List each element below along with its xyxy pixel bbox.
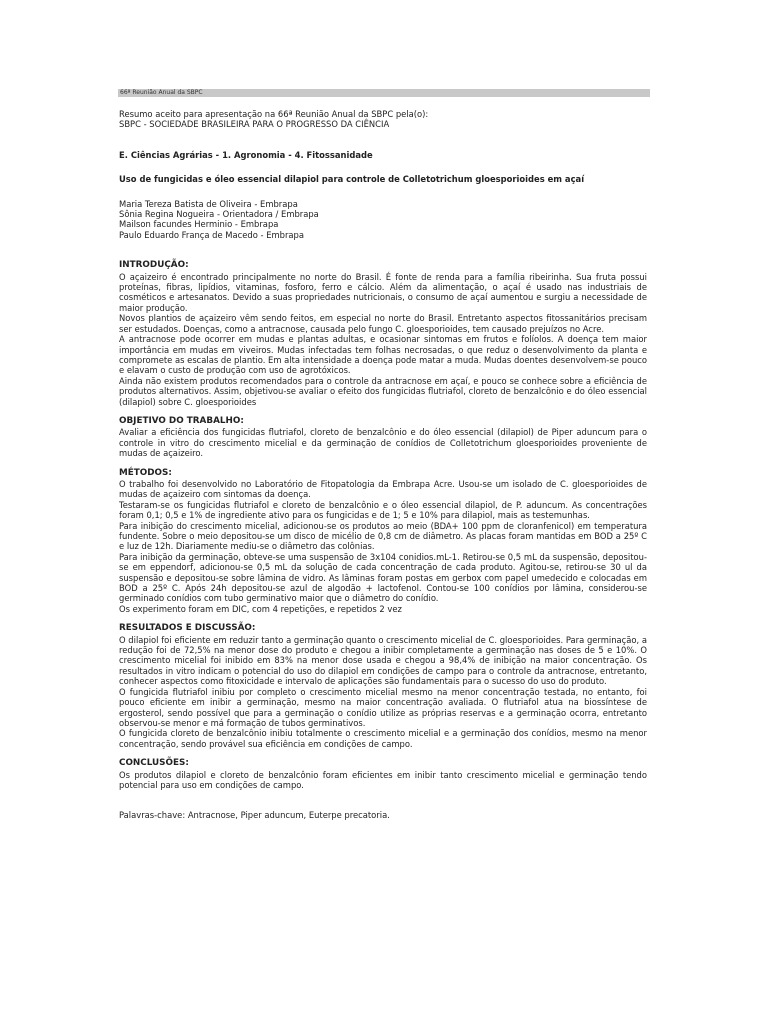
keywords: Palavras-chave: Antracnose, Piper aduncum, Euterpe precatoria. — [119, 810, 390, 821]
methods-paragraph: Para inibição do crescimento micelial, adicionou-se os produtos ao meio (BDA+ 100 ppm de cloranfenicol) em temperatura fundente. Sobre o meio depositou-se um disco de micélio de 0,8 cm de diâmetro. As placas foram mantidas em BOD a 25º C e luz de 12h. Diariamente mediu-se o diâmetro das colônias. — [119, 520, 647, 552]
objective-paragraph: Avaliar a eficiência dos fungicidas flutriafol, cloreto de benzalcônio e do óleo essencial (dilapiol) de Piper aduncum para o controle in vitro do crescimento micelial e da germinação de conídios de Colletotrichum gloesporioides proveniente de mudas de açaizeiro. — [119, 427, 647, 459]
society-name: SBPC - SOCIEDADE BRASILEIRA PARA O PROGRESSO DA CIÊNCIA — [119, 119, 390, 130]
paper-title: Uso de fungicidas e óleo essencial dilapiol para controle de Colletotrichum gloesporioides em açaí — [119, 174, 585, 185]
results-paragraph: O fungicida flutriafol inibiu por completo o crescimento micelial mesmo na menor concentração testada, no entanto, foi pouco eficiente em inibir a germinação, mesmo na maior concentração avaliada. O flutriafol atua na biossíntese de ergosterol, sendo possível que para a germinação o conídio utilize as próprias reservas e a germinação ocorra, entretanto observou-se menor e má formação de tubos germinativos. — [119, 686, 647, 728]
methods-paragraph: Os experimento foram em DIC, com 4 repetições, e repetidos 2 vez — [119, 603, 402, 614]
intro-paragraph: O açaizeiro é encontrado principalmente no norte do Brasil. É fonte de renda para a família ribeirinha. Sua fruta possui proteínas, fibras, lipídios, vitaminas, fosforo, ferro e cálcio. Além da alimentação, o açaí é usado nas industriais de cosméticos e artesanatos. Devido a suas propriedades nutricionais, o consumo de açaí aumentou e surgiu a necessidade de maior produção. — [119, 271, 647, 313]
header-bar — [118, 89, 650, 97]
document-content — [119, 109, 647, 821]
section-title-introducao: INTRODUÇÃO: — [119, 260, 189, 271]
submission-line: Resumo aceito para apresentação na 66ª Reunião Anual da SBPC pela(o): — [119, 109, 429, 119]
conclusion-paragraph: Os produtos dilapiol e cloreto de benzalcônio foram eficientes em inibir tanto crescimento micelial e germinação tendo potencial para uso em condições de campo. — [119, 769, 647, 790]
author-item: Paulo Eduardo França de Macedo - Embrapa — [119, 229, 304, 240]
intro-paragraph: Novos plantios de açaizeiro vêm sendo feitos, em especial no norte do Brasil. Entretanto aspectos fitossanitários precisam ser estudados. Doenças, como a antracnose, causada pelo fungo C. gloesporioides, tem causado prejuízos no Acre. — [119, 313, 647, 334]
results-paragraph: O dilapiol foi eficiente em reduzir tanto a germinação quanto o crescimento micelial de C. gloesporioides. Para germinação, a redução foi de 72,5% na menor dose do produto e chegou a inibir completamente a germinação nas doses de 5 e 10%. O crescimento micelial foi inibido em 83% na menor dose usada e chegou a 98,4% de inibição na maior concentração. Os resultados in vitro indicam o potencial do uso do dilapiol em condições de campo para o controle da antracnose, entretanto, conhecer aspectos como fitoxicidade e intervalo de aplicações são fundamentais para o sucesso do uso do produto. — [119, 634, 647, 687]
intro-paragraph: A antracnose pode ocorrer em mudas e plantas adultas, e ocasionar sintomas em frutos e folíolos. A doença tem maior importância em mudas em viveiros. Mudas infectadas tem folhas necrosadas, o que reduz o desenvolvimento da planta e compromete as escalas de plantio. Em alta intensidade a doença pode matar a muda. Mudas doentes desenvolvem-se pouco e elavam o custo de produção com uso de agrotóxicos. — [119, 334, 647, 376]
author-item: Mailson facundes Herminio - Embrapa — [119, 219, 279, 230]
intro-paragraph: Ainda não existem produtos recomendados para o controle da antracnose em açaí, e pouco se conhece sobre a eficiência de produtos alternativos. Assim, objetivou-se avaliar o efeito dos fungicidas flutriafol, cloreto de benzalcônio e do óleo essencial (dilapiol) sobre C. gloesporioides — [119, 375, 647, 407]
methods-paragraph: Para inibição da germinação, obteve-se uma suspensão de 3x104 conidios.mL-1. Retirou-se 0,5 mL da suspensão, depositou-se em eppendorf, adicionou-se 0,5 mL da solução de cada concentração de cada produto. Agitou-se, retirou-se 30 ul da suspensão e depositou-se sobre lâmina de vidro. As lâminas foram postas em gerbox com papel umedecido e colocadas em BOD a 25º C. Após 24h depositou-se azul de algodão + lactofenol. Contou-se 100 conídios por lâmina, considerou-se germinado conídios com tubo germinativo maior que o diâmetro do conídio. — [119, 551, 647, 604]
results-paragraph: O fungicida cloreto de benzalcônio inibiu totalmente o crescimento micelial e a germinação dos conídios, mesmo na menor concentração, sendo provável sua eficiência em condições de campo. — [119, 728, 647, 749]
section-title-conclusoes: CONCLUSÕES: — [119, 758, 189, 769]
section-title-objetivo: OBJETIVO DO TRABALHO: — [119, 415, 244, 426]
author-item: Sônia Regina Nogueira - Orientadora / Embrapa — [119, 209, 319, 220]
methods-paragraph: O trabalho foi desenvolvido no Laboratório de Fitopatologia da Embrapa Acre. Usou-se um isolado de C. gloesporioides de mudas de açaizeiro com sintomas da doença. — [119, 478, 647, 500]
section-title-resultados: RESULTADOS E DISCUSSÃO: — [119, 623, 256, 634]
author-list — [119, 199, 647, 241]
subject-area: E. Ciências Agrárias - 1. Agronomia - 4. Fitossanidade — [119, 149, 373, 160]
header-label: 66ª Reunião Anual da SBPC — [120, 89, 203, 96]
section-title-metodos: MÉTODOS: — [119, 467, 172, 478]
methods-paragraph: Testaram-se os fungicidas flutriafol e cloreto de benzalcônio e o óleo essencial dilapiol, de P. aduncum. As concentrações foram 0,1; 0,5 e 1% de ingrediente ativo para os fungicidas e de 1; 5 e 10% para dilapiol, mais as testemunhas. — [119, 499, 647, 521]
author-item: Maria Tereza Batista de Oliveira - Embrapa — [119, 198, 298, 209]
